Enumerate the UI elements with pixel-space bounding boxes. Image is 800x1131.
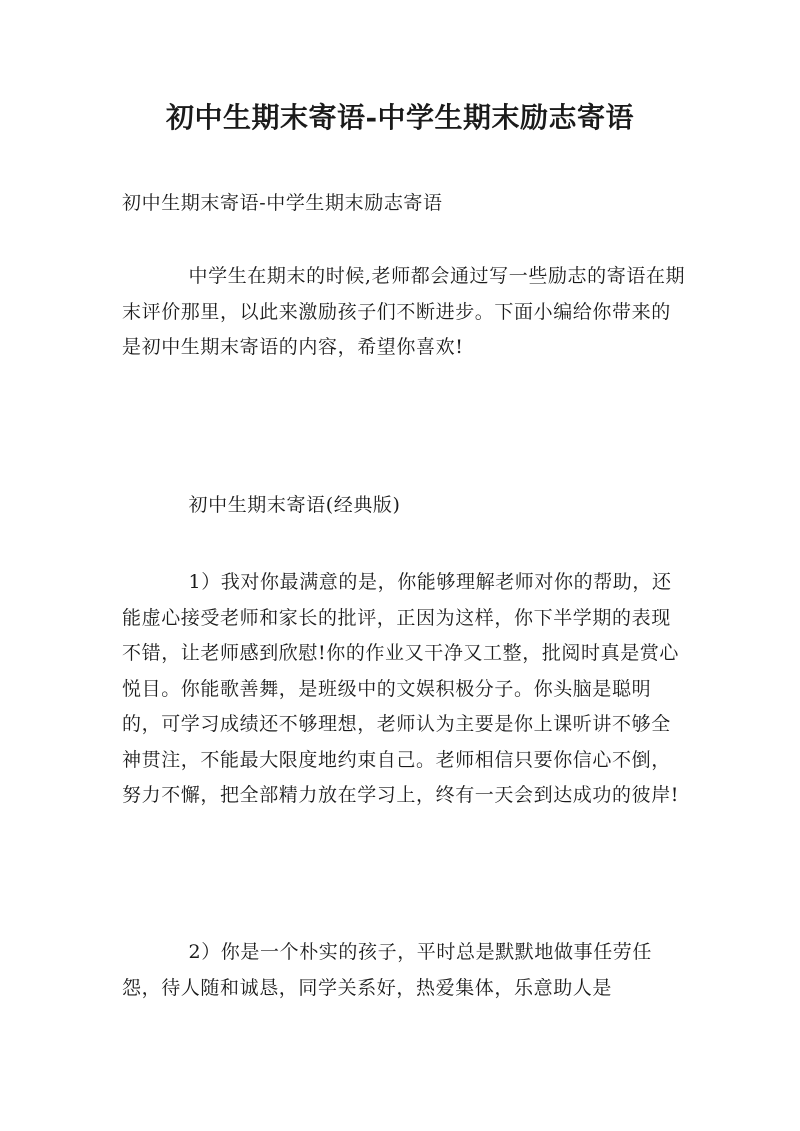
message-item-1: 1）我对你最满意的是，你能够理解老师对你的帮助，还能虚心接受老师和家长的批评，正因为这样，你下半学期的表现不错，让老师感到欣慰!你的作业又干净又工整，批阅时真是赏心悦目。你能歌善舞，是班级中的文娱积极分子。你头脑是聪明的，可学习成绩还不够理想，老师认为主要是你上课听讲不够全神贯注，不能最大限度地约束自己。老师相信只要你信心不倒，努力不懈，把全部精力放在学习上，终有一天会到达成功的彼岸!: [122, 571, 680, 806]
intro-paragraph: 中学生在期末的时候,老师都会通过写一些励志的寄语在期末评价那里，以此来激励孩子们不断进步。下面小编给你带来的是初中生期末寄语的内容，希望你喜欢!: [122, 265, 686, 358]
section-heading: 初中生期末寄语(经典版): [188, 494, 401, 516]
document-title: 初中生期末寄语-中学生期末励志寄语: [165, 101, 635, 134]
document-subtitle: 初中生期末寄语-中学生期末励志寄语: [122, 192, 443, 214]
message-item-2: 2）你是一个朴实的孩子，平时总是默默地做事任劳任怨，待人随和诚恳，同学关系好，热爱集体，乐意助人是: [122, 941, 652, 999]
